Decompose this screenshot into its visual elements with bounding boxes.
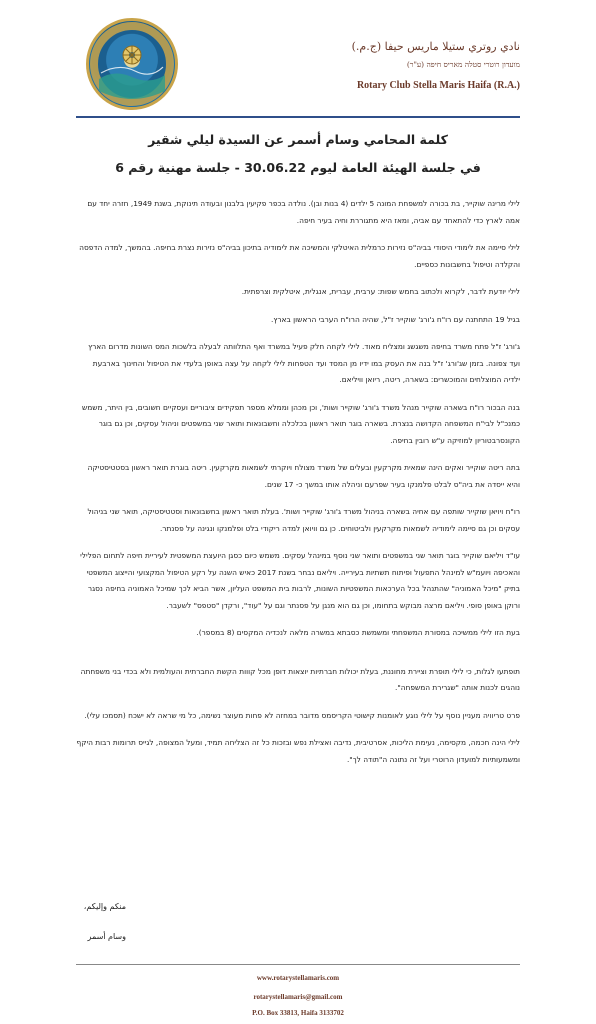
club-letterhead <box>240 40 520 91</box>
club-name-hebrew: מועדון רוטרי סטלה מאריס חיפה (ע"ר) <box>406 60 520 69</box>
paragraph-4: בגיל 19 התחתנה עם רו"ח ג'ורג' שוקייר ז"ל, שהיה הרו"ח הערבי הראשון בארץ. <box>271 314 520 324</box>
paragraph-11: תופתעו לגלות, כי לילי תופרת וציירת מחוננת, בעלת יכולות חברתיות יוצאות דופן מכל קווות הקשת החברתית והעולמית ולא בכדי בני משפחתה נוהגים לכנות אותה "שגרירת המשפחה". <box>80 666 520 692</box>
paragraph-12: פרט טריוויה מעניין נוסף על לילי נוגע לאומנות קישוטי הקריסמס מדובר במחזה לא פחות מעוצר נשימה, כל מי שראה לא ישכח (תסמכו עלי). <box>84 710 520 720</box>
footer-email-link[interactable]: rotarystellamaris@gmail.com <box>253 993 343 1001</box>
paragraph-2: לילי סיימה את לימודי היסודי בביה"ס נזירות כרמלית האיטלקי והמשיכה את לימודיה בתיכון בביה"ס נזירות נצרת בחיפה. בהמשך, למדה הדפסה והקלדה וטיפול בחשבונות כספיים. <box>79 243 520 269</box>
document-subtitle: في جلسة الهيئة العامة ليوم 30.06.22 - جلسة مهنية رقم 6 <box>115 160 481 175</box>
paragraph-10: בעת הזו לילי ממשיכה במסורת המשפחתי ומשמשת כסבתא במשרה מלאה לנכדיה המקסים (8 במספר). <box>196 628 520 637</box>
footer-address: P.O. Box 33813, Haifa 3133702 <box>252 1009 344 1017</box>
paragraph-3: לילי יודעת לדבר, לקרוא ולכתוב בחמש שפות: ערבית, עברית, אנגלית, איטלקית וצרפתית. <box>241 287 520 296</box>
paragraph-8: רו"ח ויויאן שוקייר שותפה עם אחיה בשארה בניהול משרד ג'ורג' שוקייר ושות'. בעלת תואר ראשון בחשבונאות וסטטיסטיקה, תואר שני בניהול עסקים וכן גם סיימה לימודיה לשמאות מקרקעין ולביטוחים. כן גם וויואן למדה ריקודי בלט ופלמנקו ונגינה על פסנתר. <box>87 507 520 533</box>
paragraph-9: עו"ד ויליאם שוקייר בוגר תואר שני במשפטים ותואר שני נוסף במינהל עסקים. משמש כיום כסגן היועצת המשפטית לעיריית חיפה לתחום הפלילי והאכיפה ויועמ"ש למינהל התפעול ופיתוח תשתיות בעירייה. ויליאם נבחר בשנת 2017 כאיש השנה על רקע הטיפול המקצועי והייצוג המשפטי בתיק "מיכל האמוניה" שהתנהל בכל הערכאות המשפטיות השונות, לרבות בית המשפט העליון, אשר הביא לכך שמיכל האמוניה בחיפה נסגר ורוקן באופן סופי. ויליאם מרצה מבוקש בתחומו, וכן גם הוא מנגן על פסנתר וגם על "עוד", ורקדן "סטפס" לשעבר. <box>80 551 520 610</box>
rotary-wheel-icon <box>89 21 175 107</box>
signature-closing: منكم وإليكم، <box>83 902 126 911</box>
paragraph-13: לילי הינה חכמה, מקסימה, נעימת הליכות, אסרטיבית, נדיבה ואצילת נפש ובזכות כל זה הצליחה תמיד, ומעל המצופה, לגייס תרומות רבות היקף ומשמעותיות למועדון הרוטרי ועל זה נתונה ה"תודה לך". <box>76 738 520 764</box>
document-title: كلمة المحامي وسام أسمر عن السيدة ليلي شقير <box>148 132 448 147</box>
club-name-english: Rotary Club Stella Maris Haifa (R.A.) <box>356 80 520 91</box>
paragraph-7: בתה ריטה שוקייר ואקים הינה שמאית מקרקעין ובעלים של משרד מצולח ויוקרתי לשמאות מקרקעין. ריטה בוגרת תואר ראשון בסטטיסטיקה והיא ייסדה את ביה"ס לבלט פלמנקו בעיר שפרעם וניהלה אותו במשך כ- 17 שנים. <box>87 463 520 489</box>
footer-divider <box>76 964 520 965</box>
letter-body <box>76 196 520 779</box>
footer-website-link[interactable]: www.rotarystellamaris.com <box>256 974 340 982</box>
paragraph-6: בנה הבכור רו"ח בשארה שוקייר מנהל משרד ג'ורג' שוקייר ושות', וכן מכהן וממלא מספר תפקידים ציבוריים ועסקיים חשובים, בין היתר, משמש כמנכ"ל לבי"ח המשפחה הקדושה בנצרת. בשארה בוגר תואר ראשון בכלכלה וחשבונאות ותואר שני במשפטים וניהול עסקים, וכן גם בוגר הקונסרבטוריון למוזיקה ע"ש רובין בחיפה. <box>82 402 520 445</box>
header-divider <box>76 116 520 118</box>
rotary-club-logo <box>86 18 178 110</box>
signature-name: وسام أسمر <box>87 932 126 941</box>
paragraph-5: ג'ורג' ז"ל פתח משרד בחיפה משגשג ומצליח מאוד. לילי לקחה חלק פעיל במשרד ואף התלוותה לבעלה בלשכות המס השונות מדרום הארץ ועד צפונה. בזמן שג'ורג' ז"ל בנה את העסק במו ידיו מן המסד ועד הטפחות לילי לקחה על עצה באופן בלעדי את הטיפול והחינוך בארבעת ילדיה המוצלחים והמוכשרים: בשארה, ריטה, ריואן וויליאם. <box>88 342 520 384</box>
paragraph-1: לילי מרינה שוקייר, בת בכורה למשפחת המונה 5 ילדים (4 בנות ובן). נולדה בכפר פקיעין בלבנון ובעודה תינוקת, בשנת 1949, חזרה יחד עם אמה לארץ כדי להתאחד עם אביה, ומאז היא מתגוררת וחיה בעיר חיפה. <box>87 199 520 225</box>
club-name-arabic: نادي روتري ستيلا ماريس حيفا (ج.م.) <box>351 40 520 53</box>
